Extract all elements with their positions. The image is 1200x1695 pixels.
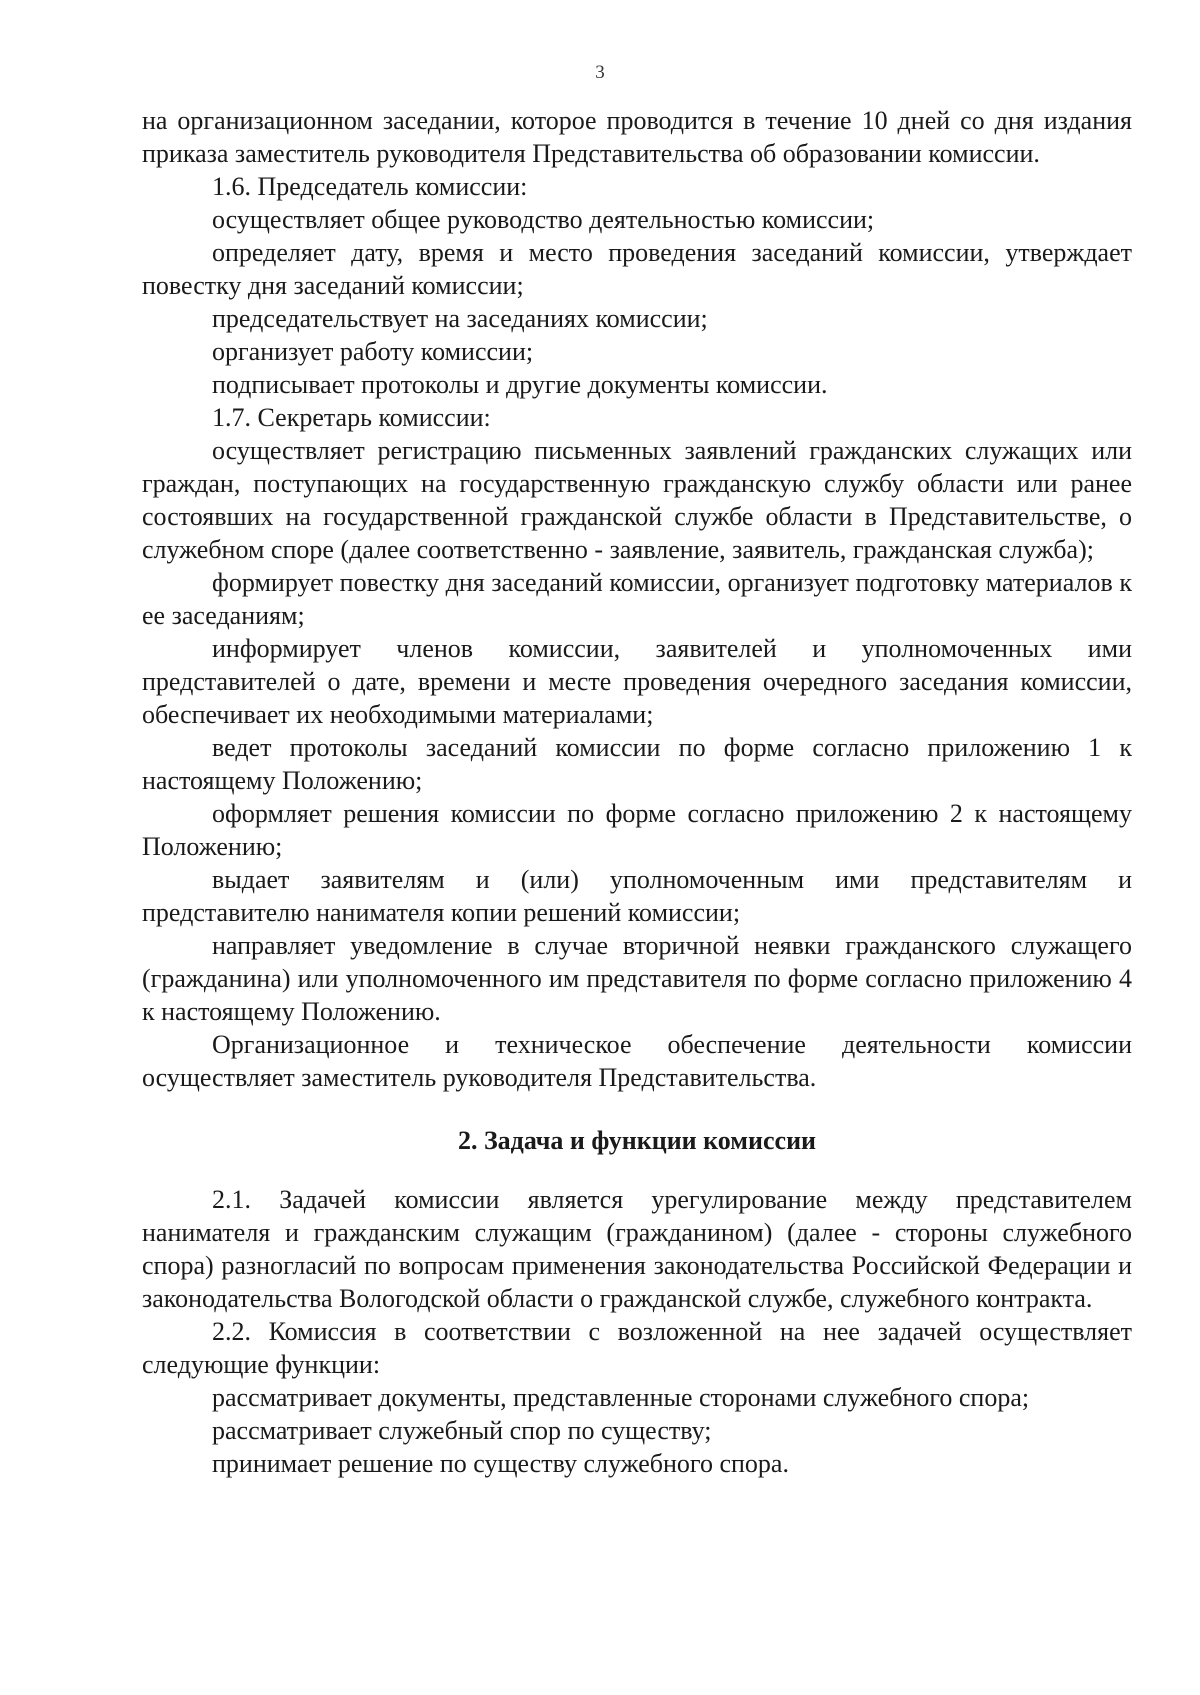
secretary-duty: ведет протоколы заседаний комиссии по форме согласно приложению 1 к настоящему Положению; <box>142 733 1132 795</box>
chairman-duty: определяет дату, время и место проведения заседаний комиссии, утверждает повестку дня заседаний комиссии; <box>142 238 1132 300</box>
secretary-duty: информирует членов комиссии, заявителей и уполномоченных ими представителей о дате, времени и месте проведения очередного заседания комиссии, обеспечивает их необходимыми материалами; <box>142 634 1132 729</box>
secretary-duty: оформляет решения комиссии по форме согласно приложению 2 к настоящему Положению; <box>142 799 1132 861</box>
function-item: принимает решение по существу служебного спора. <box>212 1449 789 1478</box>
function-item: рассматривает документы, представленные сторонами служебного спора; <box>212 1383 1030 1412</box>
section-heading: 2. Задача и функции комиссии <box>457 1126 817 1155</box>
secretary-title: 1.7. Секретарь комиссии: <box>212 403 491 432</box>
chairman-duty: председательствует на заседаниях комиссии; <box>212 304 708 333</box>
paragraph-2-1: 2.1. Задачей комиссии является урегулирование между представителем нанимателя и гражданским служащим (гражданином) (далее - стороны служебного спора) разногласий по вопросам применения законодательства Российской Федерации и законодательства Вологодской области о гражданской службе, служебного контракта. <box>142 1185 1132 1313</box>
chairman-duty: осуществляет общее руководство деятельностью комиссии; <box>212 205 875 234</box>
function-item: рассматривает служебный спор по существу; <box>212 1416 712 1445</box>
support-paragraph: Организационное и техническое обеспечение деятельности комиссии осуществляет заместитель руководителя Представительства. <box>142 1030 1132 1092</box>
page-number: 3 <box>595 62 605 83</box>
paragraph-opening: на организационном заседании, которое проводится в течение 10 дней со дня издания приказа заместитель руководителя Представительства об образовании комиссии. <box>142 106 1132 168</box>
secretary-duty: направляет уведомление в случае вторичной неявки гражданского служащего (гражданина) или уполномоченного им представителя по форме согласно приложению 4 к настоящему Положению. <box>142 931 1132 1026</box>
chairman-duty: подписывает протоколы и другие документы комиссии. <box>212 370 828 399</box>
chairman-title: 1.6. Председатель комиссии: <box>212 172 528 201</box>
secretary-duty: выдает заявителям и (или) уполномоченным ими представителям и представителю нанимателя копии решений комиссии; <box>142 865 1132 927</box>
secretary-duty: формирует повестку дня заседаний комиссии, организует подготовку материалов к ее заседаниям; <box>142 568 1132 630</box>
secretary-duty: осуществляет регистрацию письменных заявлений гражданских служащих или граждан, поступающих на государственную гражданскую службу области или ранее состоявших на государственной гражданской службе области в Представительстве, о служебном споре (далее соответственно - заявление, заявитель, гражданская служба); <box>142 436 1132 564</box>
paragraph-2-2: 2.2. Комиссия в соответствии с возложенной на нее задачей осуществляет следующие функции: <box>142 1317 1132 1379</box>
document-body <box>142 104 1132 1480</box>
chairman-duty: организует работу комиссии; <box>212 337 534 366</box>
